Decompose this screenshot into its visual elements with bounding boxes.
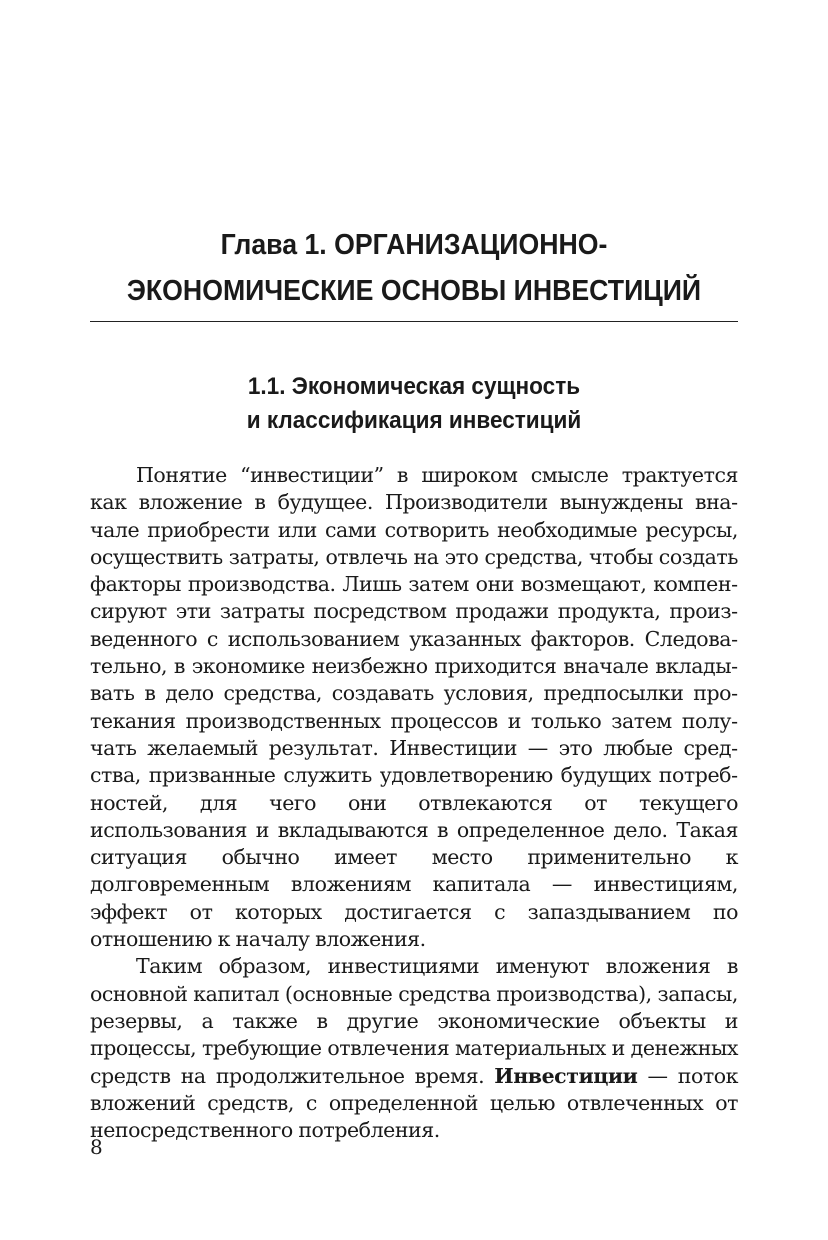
chapter-title-line-2: ЭКОНОМИЧЕСКИЕ ОСНОВЫ ИНВЕСТИЦИЙ [126, 275, 702, 307]
paragraph-2 [90, 953, 738, 1144]
section-title-line-1: 1.1. Экономическая сущность [247, 373, 581, 400]
paragraph-2-text-start: Таким образом, инвестициями именуют вложения в основной капитал (основные средства производства), запасы, резервы, а также в другие экономические объекты и процессы, требующие отвлечения материальных и денежных средств на продолжительное время. [90, 954, 738, 1088]
body-text [90, 462, 738, 1144]
section-title-line-2: и классификация инвестиций [246, 407, 582, 434]
paragraph-2-text-end: — поток вложений средств, с определенной целью отвлеченных от непосредственного потребления. [90, 1063, 738, 1143]
page-number: 8 [90, 1135, 103, 1159]
section-title [109, 370, 718, 438]
term-investments-bold: Инвестиции [494, 1063, 638, 1088]
paragraph-1: Понятие “инвестиции” в широком смысле трактуется как вложение в будущее. Производители вынуждены вначале приобрести или сами сотворить необходимые ресурсы, осуществить затраты, отвлечь на это средства, чтобы создать факторы производства. Лишь затем они возмещают, компенсируют эти затраты посредством продажи продукта, произведенного с использованием указанных факторов. Следовательно, в экономике неизбежно приходится вначале вкладывать в дело средства, создавать условия, предпосылки протекания производственных процессов и только затем получать желаемый результат. Инвестиции — это любые средства, призванные служить удовлетворению будущих потребностей, для чего они отвлекаются от текущего использования и вкладываются в определенное дело. Такая ситуация обычно имеет место применительно к долговременным вложениям капитала — инвестициям, эффект от которых достигается с запаздыванием по отношению к началу вложения. [90, 463, 738, 952]
chapter-title-line-1: Глава 1. ОРГАНИЗАЦИОННО- [220, 229, 608, 261]
chapter-title [116, 222, 712, 314]
chapter-divider [90, 321, 738, 322]
